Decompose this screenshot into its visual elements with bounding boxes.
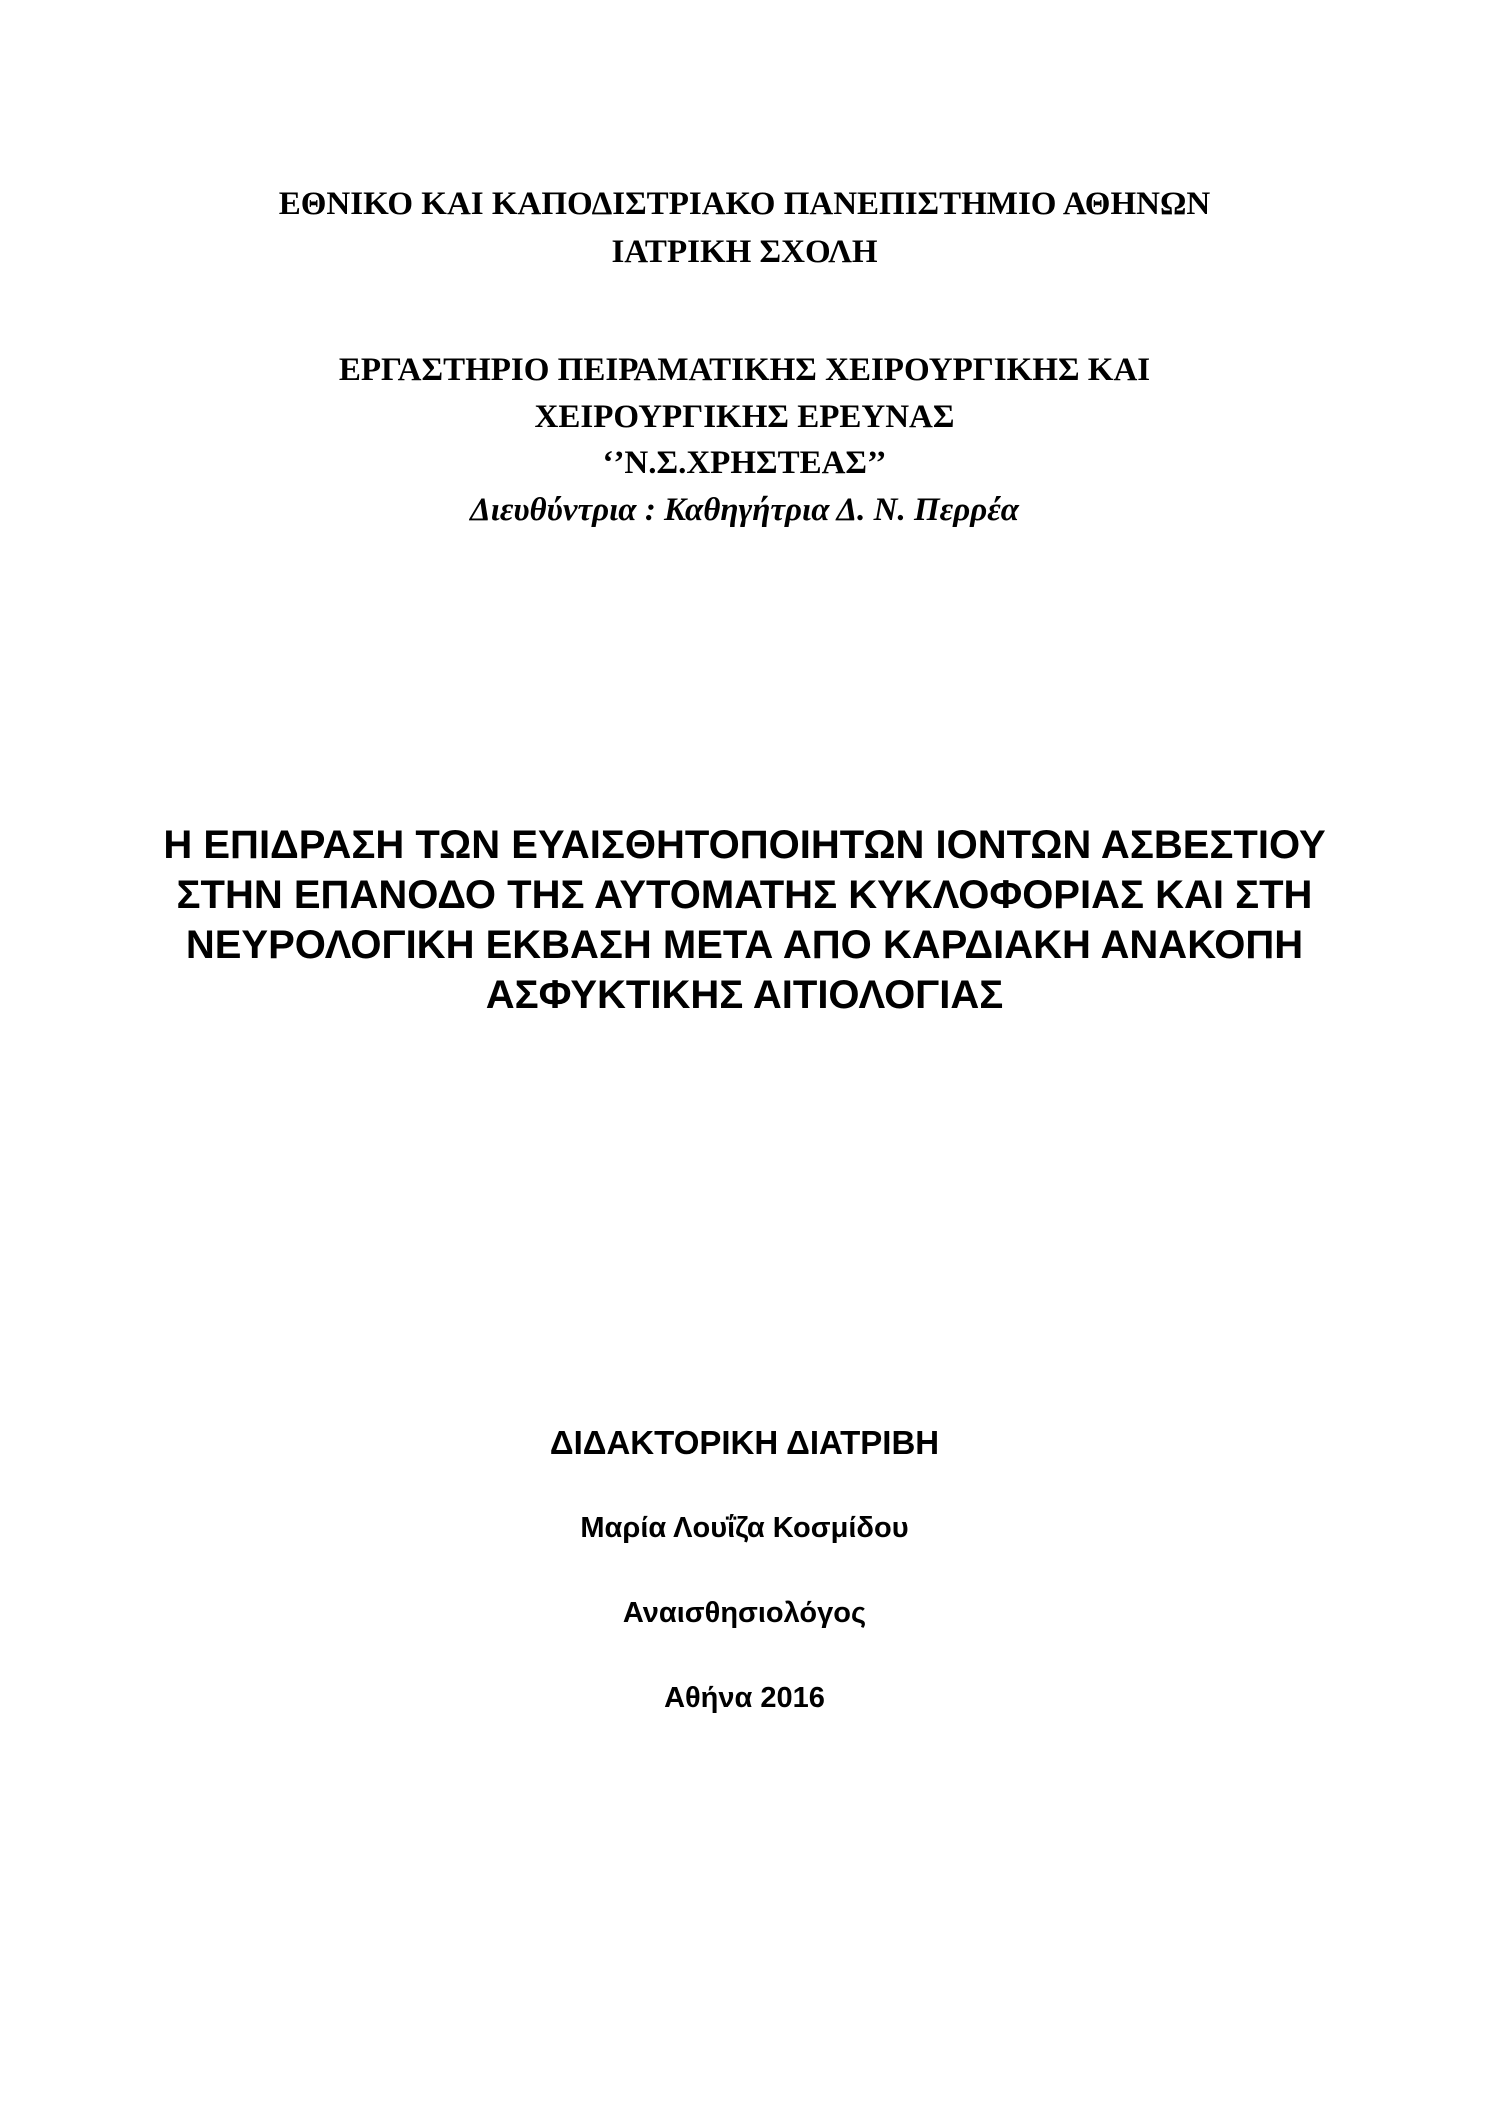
laboratory-director: Διευθύντρια : Καθηγήτρια Δ. Ν. Περρέα bbox=[470, 492, 1019, 528]
thesis-title-line-4: ΑΣΦΥΚΤΙΚΗΣ ΑΙΤΙΟΛΟΓΙΑΣ bbox=[485, 973, 1004, 1017]
thesis-title-line-1: Η ΕΠΙΔΡΑΣΗ ΤΩΝ ΕΥΑΙΣΘΗΤΟΠΟΙΗΤΩΝ ΙΟΝΤΩΝ ΑΣΒΕΣΤΙΟΥ bbox=[163, 823, 1326, 867]
author-specialty: Αναισθησιολόγος bbox=[622, 1597, 867, 1629]
thesis-type: ΔΙΔΑΚΤΟΡΙΚΗ ΔΙΑΤΡΙΒΗ bbox=[549, 1424, 940, 1461]
laboratory-line-1: ΕΡΓΑΣΤΗΡΙΟ ΠΕΙΡΑΜΑΤΙΚΗΣ ΧΕΙΡΟΥΡΓΙΚΗΣ ΚΑΙ bbox=[338, 352, 1151, 388]
laboratory-name: ‘’Ν.Σ.ΧΡΗΣΤΕΑΣ’’ bbox=[602, 445, 887, 481]
place-and-year: Αθήνα 2016 bbox=[664, 1682, 825, 1714]
thesis-title-line-2: ΣΤΗΝ ΕΠΑΝΟΔΟ ΤΗΣ ΑΥΤΟΜΑΤΗΣ ΚΥΚΛΟΦΟΡΙΑΣ ΚΑΙ ΣΤΗ bbox=[176, 873, 1313, 917]
thesis-title-line-3: ΝΕΥΡΟΛΟΓΙΚΗ ΕΚΒΑΣΗ ΜΕΤΑ ΑΠΟ ΚΑΡΔΙΑΚΗ ΑΝΑΚΟΠΗ bbox=[185, 923, 1304, 967]
school-name: ΙΑΤΡΙΚΗ ΣΧΟΛΗ bbox=[611, 234, 878, 270]
laboratory-line-2: ΧΕΙΡΟΥΡΓΙΚΗΣ ΕΡΕΥΝΑΣ bbox=[534, 399, 955, 435]
author-name: Μαρία Λουΐζα Κοσμίδου bbox=[580, 1512, 909, 1544]
thesis-title bbox=[0, 820, 1489, 1020]
university-name: ΕΘΝΙΚΟ ΚΑΙ ΚΑΠΟΔΙΣΤΡΙΑΚΟ ΠΑΝΕΠΙΣΤΗΜΙΟ ΑΘΗΝΩΝ bbox=[278, 186, 1211, 222]
